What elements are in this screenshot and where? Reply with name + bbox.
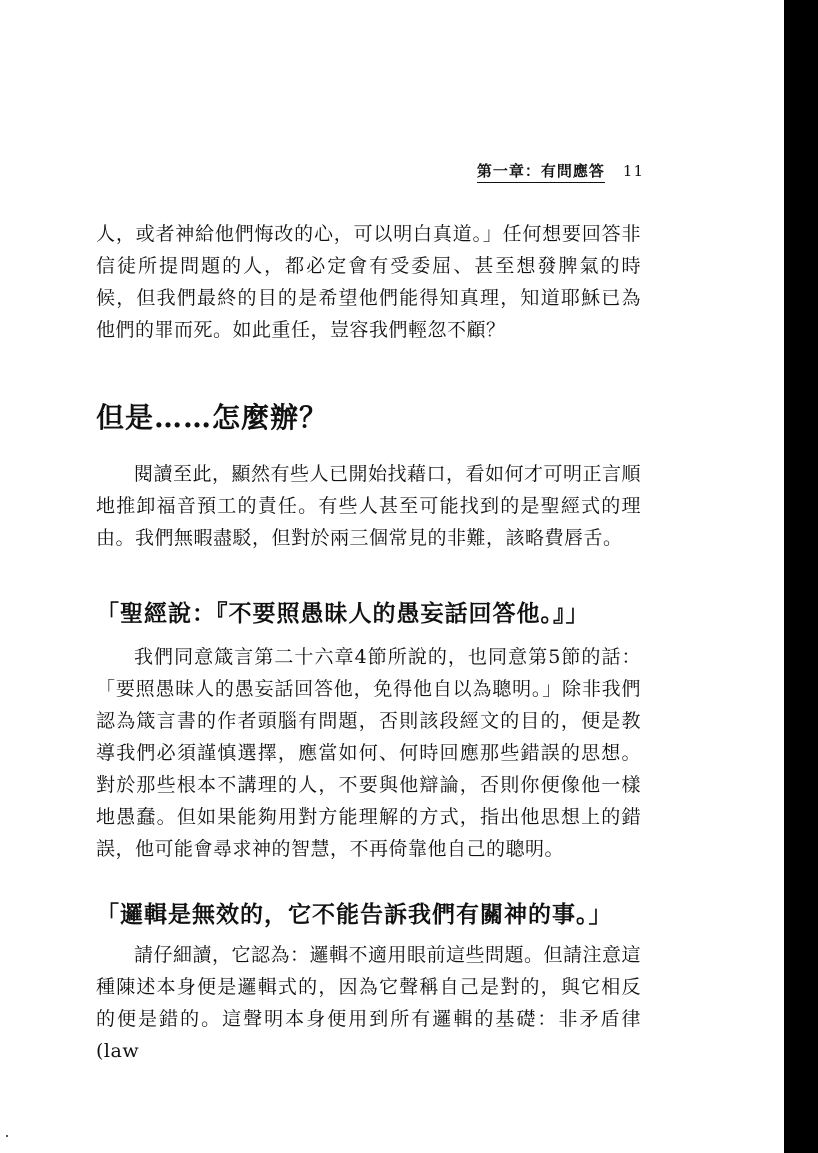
paragraph-proverbs: 我們同意箴言第二十六章4節所說的，也同意第5節的話：「要照愚昧人的愚妄話回答他，免得他自以為聰明。」除非我們認為箴言書的作者頭腦有問題，否則該段經文的目的，便是教導我們必須謹慎選擇，應當如何、何時回應那些錯誤的思想。對於那些根本不講理的人，不要與他辯論，否則你便像他一樣地愚蠢。但如果能夠用對方能理解的方式，指出他思想上的錯誤，他可能會尋求神的智慧，不再倚靠他自己的聰明。 — [96, 646, 641, 860]
section-heading: 但是……怎麼辦？ — [96, 401, 329, 434]
paragraph-intro: 閱讀至此，顯然有些人已開始找藉口，看如何才可明正言順地推卸福音預工的責任。有些人甚至可能找到的是聖經式的理由。我們無暇盡駁，但對於兩三個常見的非難，該略費唇舌。 — [96, 463, 642, 549]
subheading-logic-invalid: 「邏輯是無效的，它不能告訴我們有關神的事。」 — [96, 902, 613, 928]
scan-speck — [6, 1135, 8, 1137]
running-header — [96, 160, 644, 181]
chapter-title: 第一章：有問應答 — [477, 162, 605, 183]
page-number: 11 — [622, 162, 644, 180]
subheading-bible-says: 「聖經說：『不要照愚昧人的愚妄話回答他。』」 — [96, 601, 590, 627]
paragraph-continuation: 人，或者神給他們悔改的心，可以明白真道。」任何想要回答非信徒所提問題的人，都必定會有受委屈、甚至想發脾氣的時候，但我們最終的目的是希望他們能得知真理，知道耶穌已為他們的罪而死。如此重任，豈容我們輕忽不顧？ — [96, 223, 641, 341]
paragraph-logic: 請仔細讀，它認為：邏輯不適用眼前這些問題。但請注意這種陳述本身便是邏輯式的，因為它聲稱自己是對的，與它相反的便是錯的。這聲明本身便用到所有邏輯的基礎：非矛盾律(law — [96, 944, 642, 1062]
scan-edge-shadow — [784, 0, 818, 1153]
